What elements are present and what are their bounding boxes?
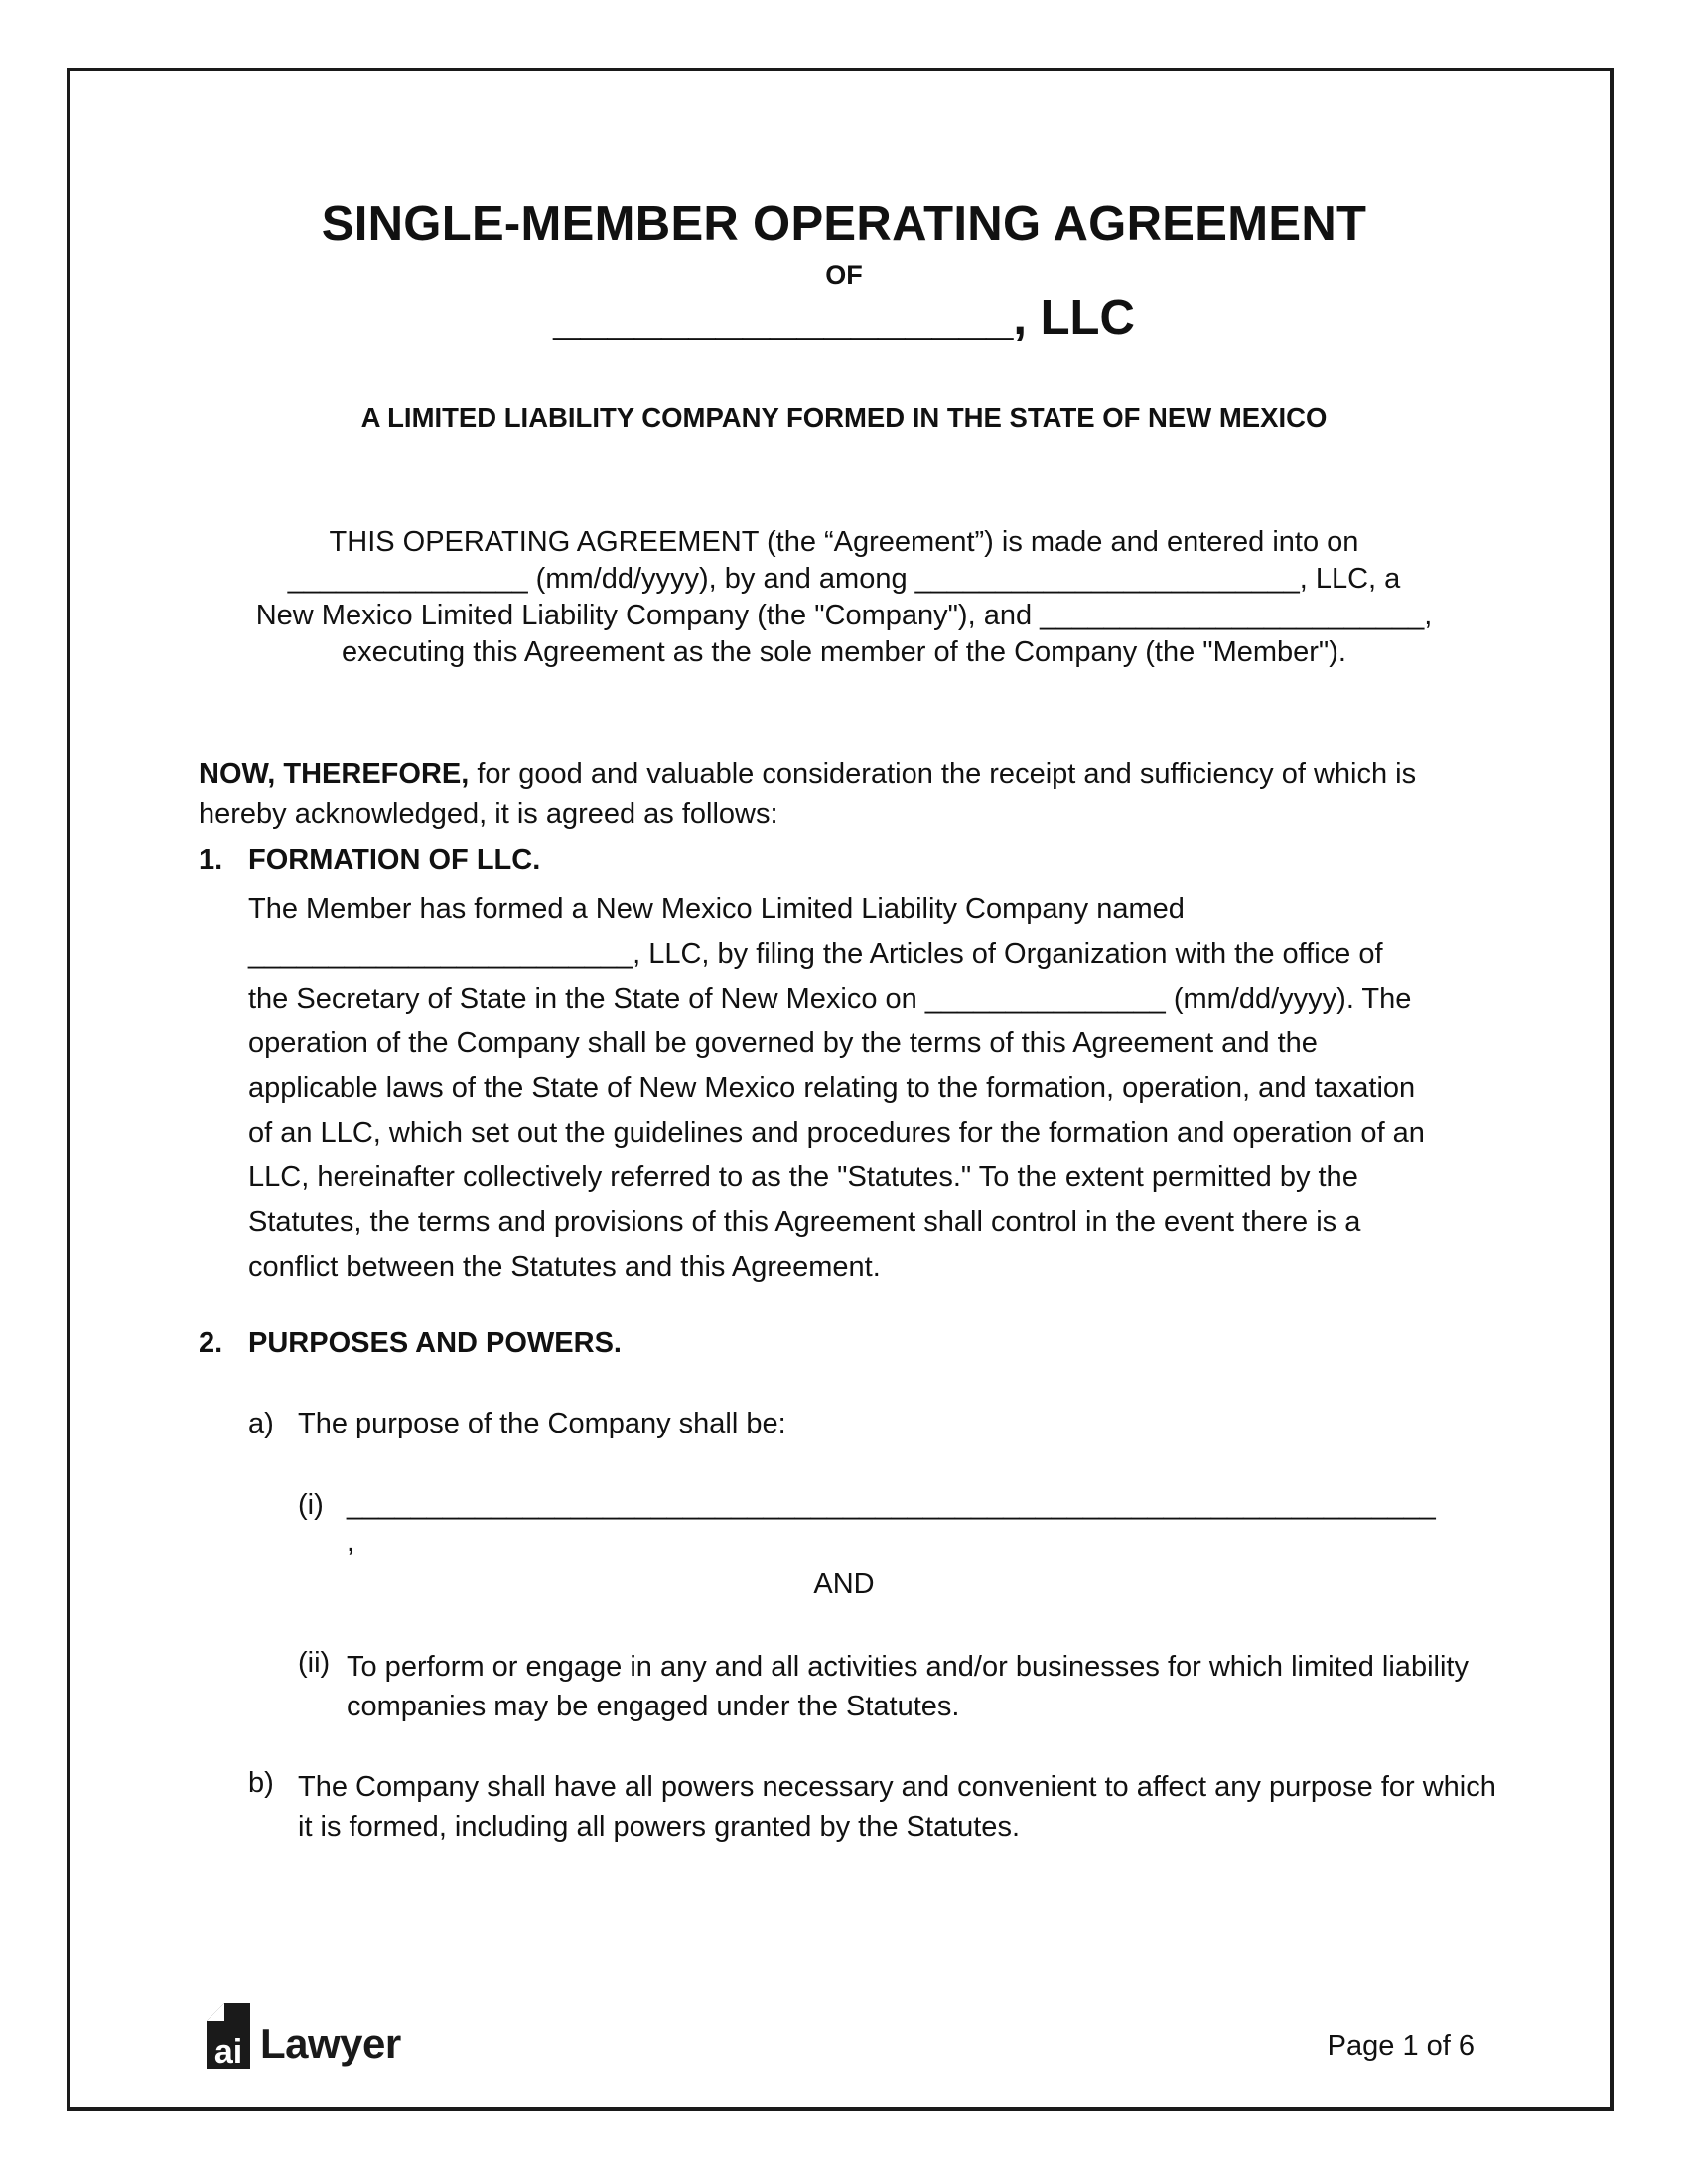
section-1-heading: FORMATION OF LLC. [248,844,541,876]
document-title: SINGLE-MEMBER OPERATING AGREEMENT [321,198,1367,251]
preamble-line: THIS OPERATING AGREEMENT (the “Agreement”) is made and entered into on [329,526,1359,558]
document-subtitle: A LIMITED LIABILITY COMPANY FORMED IN THE STATE OF NEW MEXICO [360,402,1328,433]
section-1-number: 1. [199,844,223,876]
section-1-body [248,887,1499,1290]
section-1-line: The Member has formed a New Mexico Limited Liability Company named [248,893,1185,925]
subsection-a-label: a) [248,1408,274,1439]
subsection-b-label: b) [248,1767,274,1799]
now-therefore-text: for good and valuable consideration the receipt and sufficiency of which is hereby acknowledged, it is agreed as follows: [199,758,1417,830]
subsection-b-text: The Company shall have all powers necessary and convenient to affect any purpose for which it is formed, including all powers granted by the Statutes. [298,1771,1496,1843]
section-1-line: ________________________, LLC, by filing the Articles of Organization with the office of [248,938,1383,970]
item-ii-text: To perform or engage in any and all activities and/or businesses for which limited liability companies may be engaged under the Statutes. [347,1651,1469,1722]
section-1-line: conflict between the Statutes and this Agreement. [248,1251,881,1283]
now-therefore-lead: NOW, THEREFORE, [199,758,470,790]
section-1-line: the Secretary of State in the State of New Mexico on _______________ (mm/dd/yyyy). The [248,983,1412,1015]
section-1-line: of an LLC, which set out the guidelines and procedures for the formation and operation of an [248,1117,1425,1149]
purpose-blank-line: ____________________________________________________________________ [347,1489,1436,1521]
section-2-number: 2. [199,1327,223,1359]
section-1-line: Statutes, the terms and provisions of this Agreement shall control in the event there is a [248,1206,1361,1238]
section-1-line: applicable laws of the State of New Mexico relating to the formation, operation, and taxation [248,1072,1416,1104]
page-number: Page 1 of 6 [1327,2030,1475,2062]
item-ii-label: (ii) [298,1647,331,1679]
section-2-heading: PURPOSES AND POWERS. [248,1327,622,1359]
document-icon [203,2001,254,2071]
purpose-blank-comma: , [347,1526,355,1558]
preamble-line: executing this Agreement as the sole member of the Company (the "Member"). [342,636,1346,668]
of-label: OF [825,260,863,290]
ailawyer-logo [203,2001,401,2071]
logo-icon-text: ai [213,2033,243,2071]
and-separator: AND [813,1569,875,1600]
preamble [0,524,1688,671]
logo-text: Lawyer [260,2020,401,2067]
section-1-line: operation of the Company shall be governed by the terms of this Agreement and the [248,1027,1318,1059]
item-i-label: (i) [298,1489,324,1521]
company-name-blank: _________________, LLC [553,291,1135,344]
subsection-a-text: The purpose of the Company shall be: [298,1408,786,1439]
section-1-line: LLC, hereinafter collectively referred to as the "Statutes." To the extent permitted by the [248,1161,1358,1193]
preamble-line: _______________ (mm/dd/yyyy), by and among ________________________, LLC, a [287,563,1401,595]
preamble-line: New Mexico Limited Liability Company (the "Company"), and ________________________, [255,600,1433,631]
now-therefore-paragraph [199,754,1499,834]
